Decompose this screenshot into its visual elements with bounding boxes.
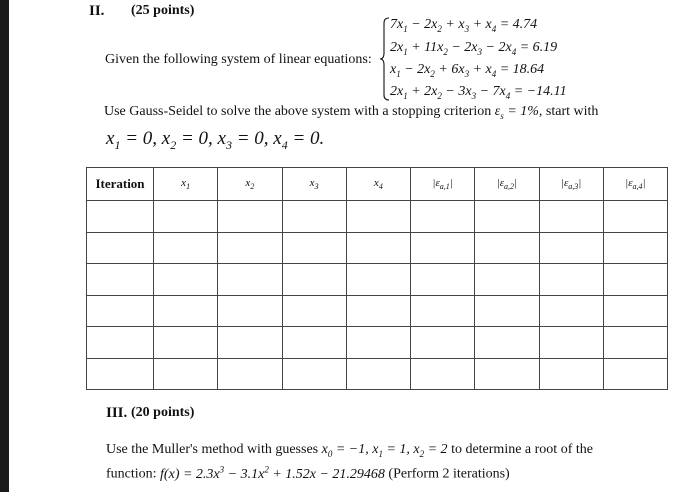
section-2-number: II.	[89, 3, 105, 19]
header-error-4: $|\varepsilon_{a,4}|$	[603, 168, 667, 201]
stopping-criterion: $\varepsilon_s = 1\%$	[494, 104, 539, 121]
table-cell	[475, 264, 539, 296]
table-cell	[603, 201, 667, 233]
initial-guess: $x_1 = 0$, $x_2 = 0$, $x_3 = 0$, $x_4 = 0$.	[106, 128, 325, 152]
function-label: function:	[106, 466, 157, 482]
table-cell	[411, 295, 475, 327]
table-cell	[282, 295, 346, 327]
section-2-points: (25 points)	[131, 3, 195, 18]
instruction-line	[104, 104, 598, 121]
table-cell	[539, 327, 603, 359]
iterations-note: (Perform 2 iterations)	[388, 466, 510, 482]
header-x4: $x_4$	[346, 168, 410, 201]
table-row	[87, 358, 668, 390]
table-cell	[411, 232, 475, 264]
table-cell	[475, 201, 539, 233]
table-cell	[539, 201, 603, 233]
table-cell	[218, 327, 282, 359]
table-cell	[603, 327, 667, 359]
table-cell	[603, 232, 667, 264]
header-x1: $x_1$	[154, 168, 218, 201]
table-cell	[218, 201, 282, 233]
table-cell	[87, 264, 154, 296]
table-cell	[282, 201, 346, 233]
gauss-seidel-table	[86, 167, 668, 390]
table-cell	[154, 327, 218, 359]
table-cell	[411, 201, 475, 233]
table-cell	[539, 358, 603, 390]
equation-brace	[380, 17, 390, 101]
equation-4	[390, 84, 567, 101]
table-cell	[154, 264, 218, 296]
table-cell	[346, 358, 410, 390]
table-header-row	[87, 168, 668, 201]
table-cell	[154, 295, 218, 327]
table-cell	[411, 358, 475, 390]
table-cell	[346, 327, 410, 359]
table-cell	[154, 232, 218, 264]
table-cell	[218, 264, 282, 296]
table-row	[87, 201, 668, 233]
table-cell	[346, 295, 410, 327]
start-text: , start with	[538, 104, 599, 119]
table-cell	[87, 295, 154, 327]
equation-2	[390, 40, 557, 57]
table-row	[87, 327, 668, 359]
header-x3: $x_3$	[282, 168, 346, 201]
table-cell	[87, 201, 154, 233]
muller-line-2	[106, 464, 510, 483]
table-cell	[346, 264, 410, 296]
header-error-1: $|\varepsilon_{a,1}|$	[411, 168, 475, 201]
table-cell	[87, 358, 154, 390]
function-expression: $f(x) = 2.3x^3 - 3.1x^2 + 1.52x - 21.29468$	[160, 464, 385, 482]
header-error-2: $|\varepsilon_{a,2}|$	[475, 168, 539, 201]
equation-1-text: $7x_1 - 2x_2 + x_3 + x_4 = 4.74$	[390, 17, 538, 34]
equation-4-text: $2x_1 + 2x_2 - 3x_3 - 7x_4 = -14.11$	[390, 84, 567, 101]
table-cell	[282, 264, 346, 296]
section-3-points: (20 points)	[131, 405, 195, 420]
table-cell	[539, 232, 603, 264]
table-cell	[346, 232, 410, 264]
header-iteration: Iteration	[87, 168, 154, 201]
table-row	[87, 232, 668, 264]
left-edge-bar	[0, 0, 9, 492]
equation-2-text: $2x_1 + 11x_2 - 2x_3 - 2x_4 = 6.19$	[390, 40, 558, 57]
table-cell	[346, 201, 410, 233]
equation-3	[390, 62, 544, 79]
table-cell	[218, 295, 282, 327]
section-3-number: III.	[106, 405, 128, 421]
equation-1	[390, 17, 537, 34]
instruction-text: Use Gauss-Seidel to solve the above system with a stopping criterion	[104, 104, 492, 119]
table-cell	[282, 232, 346, 264]
table-cell	[411, 264, 475, 296]
table-cell	[282, 358, 346, 390]
table-cell	[411, 327, 475, 359]
table-cell	[154, 358, 218, 390]
table-cell	[475, 358, 539, 390]
table-cell	[87, 232, 154, 264]
table-cell	[475, 327, 539, 359]
header-x2: $x_2$	[218, 168, 282, 201]
table-cell	[154, 201, 218, 233]
table-cell	[87, 327, 154, 359]
table-body	[87, 201, 668, 390]
table-cell	[603, 264, 667, 296]
table-cell	[603, 295, 667, 327]
table-row	[87, 264, 668, 296]
table-cell	[539, 264, 603, 296]
given-text: Given the following system of linear equations:	[105, 52, 372, 67]
table-cell	[282, 327, 346, 359]
table-cell	[475, 295, 539, 327]
table-cell	[603, 358, 667, 390]
table-cell	[475, 232, 539, 264]
table-cell	[218, 358, 282, 390]
table-cell	[539, 295, 603, 327]
table-row	[87, 295, 668, 327]
table-cell	[218, 232, 282, 264]
equation-3-text: $x_1 - 2x_2 + 6x_3 + x_4 = 18.64$	[390, 62, 545, 79]
header-error-3: $|\varepsilon_{a,3}|$	[539, 168, 603, 201]
muller-line-1: Use the Muller's method with guesses $x_0 = -1$, $x_1 = 1$, $x_2 = 2$ to determine a root of the	[106, 442, 593, 459]
